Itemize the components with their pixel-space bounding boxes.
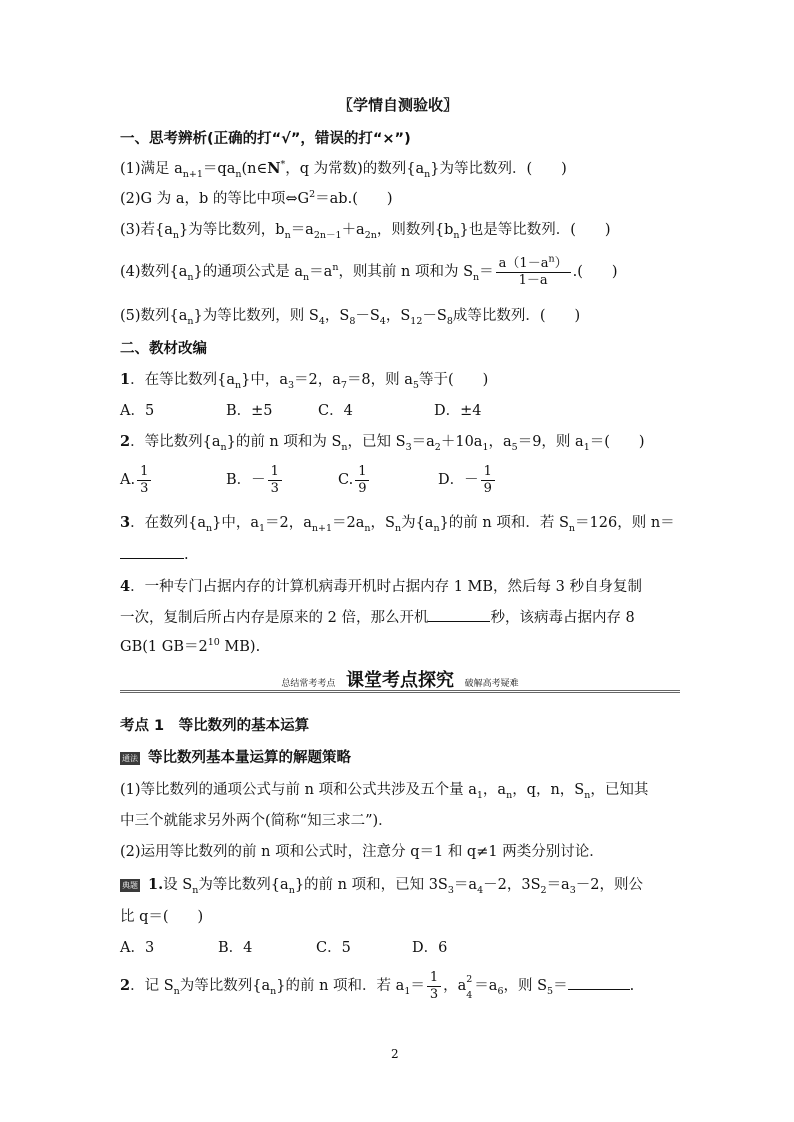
option-a: A. $\frac{1}{3}$ xyxy=(120,460,153,500)
problem-2: 2．等比数列$\{a_n\}$的前 n 项和为 $S_n$，已知 $S_3=a_2+10a_1$，$a_5=9$，则 $a_1=$( ) xyxy=(120,433,645,453)
method-tag: 通法 xyxy=(122,753,138,763)
judge-item-2: (2)G 为 a，b 的等比中项$\Leftrightarrow G^2=ab$.( ) xyxy=(120,189,393,207)
problem-4-line-2: 一次，复制后所占内存是原来的 2 倍，那么开机 秒，该病毒占据内存 8 xyxy=(120,606,635,629)
method-heading: 通法 等比数列基本量运算的解题策略 xyxy=(122,750,351,766)
option-a: A．5 xyxy=(120,403,155,419)
option-c: C．5 xyxy=(316,940,351,956)
banner-title: 课堂考点探究 xyxy=(346,670,454,691)
option-b: B．－ $\frac{1}{3}$ xyxy=(226,460,284,500)
section-banner xyxy=(120,670,680,695)
example-tag: 典题 xyxy=(122,880,138,890)
example-1-line-2: 比 q＝( ) xyxy=(120,909,204,925)
part2-heading: 二、教材改编 xyxy=(120,341,207,357)
answer-blank[interactable] xyxy=(568,974,630,990)
judge-item-5: (5)数列$\{a_n\}$为等比数列，则 $S_4$，$S_8-S_4$，$S_{12}-S_8$成等比数列．( ) xyxy=(120,308,581,327)
sum-formula-fraction: $\frac{a(1-a^n)}{1-a}$ xyxy=(496,256,571,289)
option-d: D．6 xyxy=(412,940,448,956)
example-1-options xyxy=(120,937,680,959)
judge-item-4: (4)数列$\{a_n\}$的通项公式是 $a_n=a^n$，则其前 n 项和为 $S_n=$ $\frac{a(1-a^n)}{1-a}$ .( ) xyxy=(120,253,618,288)
part1-heading: 一、思考辨析(正确的打“√”，错误的打“×”) xyxy=(120,131,411,147)
judge-item-1: (1)满足 $a_{n+1}=qa_n(n\in N^*$，q 为常数)的数列$\{a_n\}$为等比数列．( ) xyxy=(120,159,567,180)
option-d: D．－ $\frac{1}{9}$ xyxy=(438,460,497,500)
problem-2-options xyxy=(120,460,680,500)
method-line-1: (1)等比数列的通项公式与前 n 项和公式共涉及五个量 $a_1$，$a_n$，q，n，$S_n$，已知其 xyxy=(120,782,649,801)
method-line-3: (2)运用等比数列的前 n 项和公式时，注意分 q＝1 和 q≠1 两类分别讨论． xyxy=(120,844,604,860)
banner-right-text: 破解高考疑难 xyxy=(464,679,519,689)
method-line-2: 中三个就能求另外两个(简称“知三求二”)． xyxy=(120,813,393,829)
example-1: 典题 1.设 $S_n$为等比数列$\{a_n\}$的前 n 项和，已知 $3S_3=a_4-2$，$3S_2=a_3-2$，则公 xyxy=(122,876,643,896)
problem-3: 3．在数列$\{a_n\}$中，$a_1=2$，$a_{n+1}=2a_n$，$S_n$为$\{a_n\}$的前 n 项和．若 $S_n=126$，则 n＝ xyxy=(120,514,675,534)
problem-3-answer-line: . xyxy=(120,543,189,566)
option-c: C．4 xyxy=(318,403,353,419)
option-b: B．4 xyxy=(218,940,253,956)
problem-4-line-3: GB(1 $GB=2^{10}$ MB). xyxy=(120,637,261,655)
problem-1-options xyxy=(120,400,680,422)
fraction: $\frac{1}{3}$ xyxy=(427,970,441,1003)
page-number: 2 xyxy=(391,1047,399,1061)
answer-blank[interactable] xyxy=(428,606,490,622)
topic-title: 考点 1 等比数列的基本运算 xyxy=(120,718,310,734)
option-b: B．±5 xyxy=(226,403,273,419)
section-title: 〖学情自测验收〗 xyxy=(338,96,459,114)
option-a: A．3 xyxy=(120,940,155,956)
option-c: C. $\frac{1}{9}$ xyxy=(338,460,371,500)
example-2: 2．记 $S_n$为等比数列$\{a_n\}$的前 n 项和．若 $a_1=$ $\frac{1}{3}$ ，a 2 4 $=a_6$，则 $S_5=$ . xyxy=(120,969,635,1002)
problem-1: 1．在等比数列$\{a_n\}$中，$a_3=2$，$a_7=8$，则 $a_5$等于( ) xyxy=(120,371,489,391)
judge-item-3: (3)若$\{a_n\}$为等比数列，$b_n=a_{2n-1}+a_{2n}$，则数列$\{b_n\}$也是等比数列．( ) xyxy=(120,222,611,241)
answer-blank[interactable] xyxy=(120,543,184,559)
banner-left-text: 总结常考考点 xyxy=(281,679,336,689)
option-d: D．±4 xyxy=(434,403,482,419)
problem-4-line-1: 4．一种专门占据内存的计算机病毒开机时占据内存 1 MB，然后每 3 秒自身复制 xyxy=(120,578,642,595)
